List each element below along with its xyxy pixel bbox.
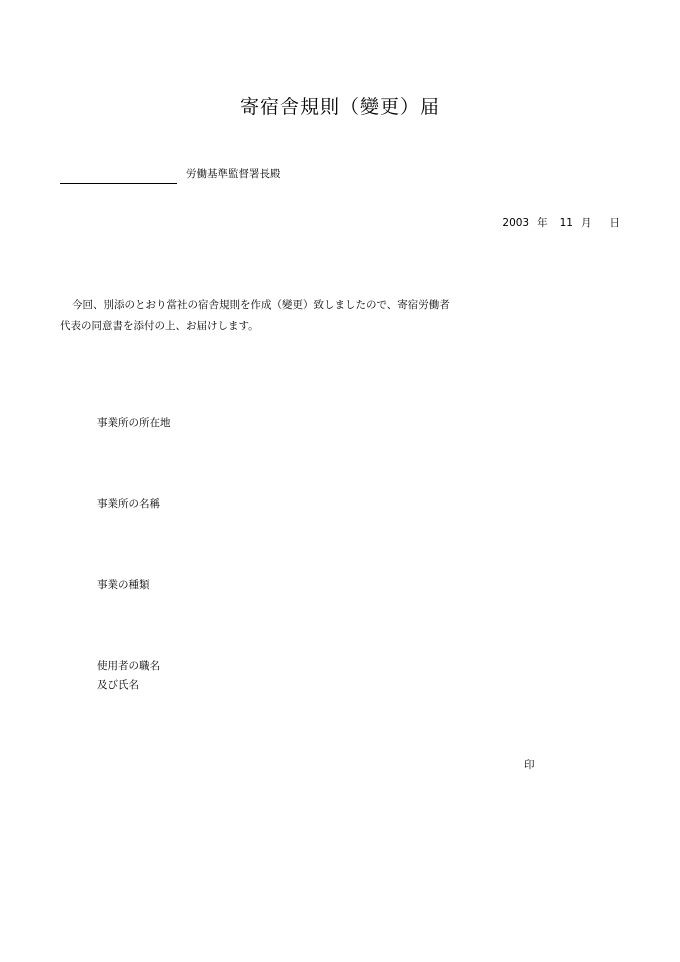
field-location-label: 事業所の所在地 bbox=[97, 417, 171, 429]
document-date bbox=[502, 215, 620, 230]
date-day-unit: 日 bbox=[609, 217, 620, 229]
date-month-unit: 月 bbox=[581, 217, 592, 229]
field-name-label: 事業所の名稱 bbox=[97, 498, 160, 510]
field-employer-title-label: 使用者の職名 bbox=[97, 660, 160, 672]
body-line-2: 代表の同意書を添付の上、お届けします。 bbox=[60, 320, 259, 332]
body-line-1: 今回、別添のとおり當社の宿舎規則を作成（變更）致しましたので、寄宿労働者 bbox=[72, 299, 450, 311]
date-year: 2003 bbox=[502, 217, 530, 229]
document-title: 寄宿舎規則（變更）届 bbox=[239, 96, 440, 118]
addressee-label: 労働基準監督署長殿 bbox=[186, 168, 281, 180]
seal-mark-label: 印 bbox=[524, 759, 535, 771]
addressee-blank-line bbox=[60, 183, 177, 184]
body-paragraph bbox=[60, 295, 450, 337]
field-employer-name-label: 及び氏名 bbox=[97, 679, 139, 691]
date-year-unit: 年 bbox=[537, 217, 548, 229]
field-business-type-label: 事業の種類 bbox=[97, 579, 150, 591]
date-month: 11 bbox=[559, 217, 573, 229]
